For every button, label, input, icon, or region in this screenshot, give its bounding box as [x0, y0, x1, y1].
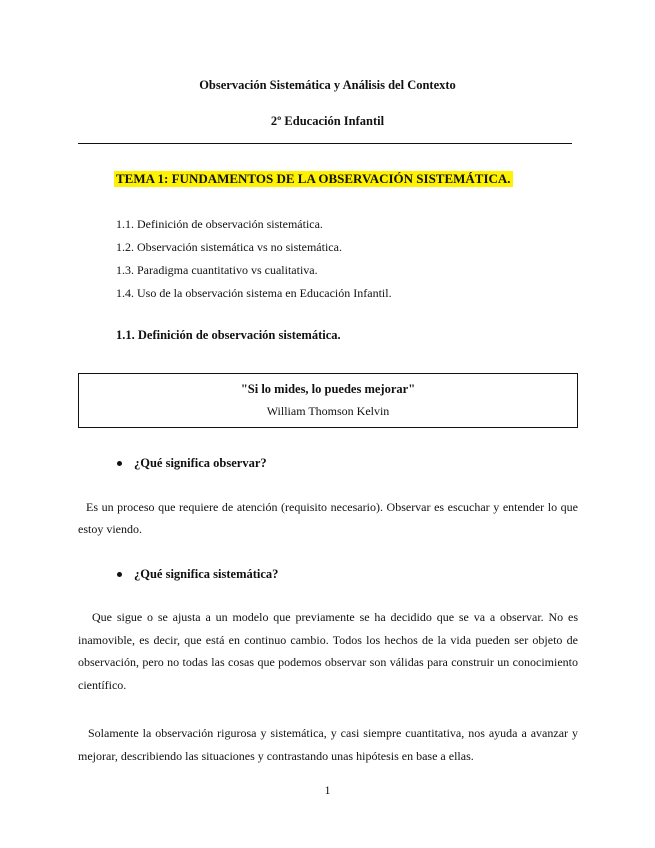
- paragraph: Solamente la observación rigurosa y sistemática, y casi siempre cuantitativa, nos ayuda a avanzar y mejorar, describiendo las situaciones y contrastando unas hipótesis en base a ellas.: [78, 726, 578, 763]
- bullet-question-sistematica: [117, 567, 278, 582]
- table-of-contents: [116, 216, 392, 308]
- quote-author: William Thomson Kelvin: [266, 404, 390, 418]
- toc-item: 1.1. Definición de observación sistemática.: [116, 217, 323, 231]
- topic-heading: TEMA 1: FUNDAMENTOS DE LA OBSERVACIÓN SISTEMÁTICA.: [116, 171, 511, 186]
- bullet-dot-icon: [117, 572, 122, 577]
- paragraph: Es un proceso que requiere de atención (requisito necesario). Observar es escuchar y entender lo que estoy viendo.: [78, 500, 578, 536]
- toc-item: 1.3. Paradigma cuantitativo vs cualitativa.: [116, 263, 318, 277]
- quote-text: "Si lo mides, lo puedes mejorar": [240, 382, 416, 396]
- toc-item: 1.2. Observación sistemática vs no sistemática.: [116, 240, 342, 254]
- paragraph: Que sigue o se ajusta a un modelo que previamente se ha decidido que se va a observar. No es inamovible, es decir, que está en continuo cambio. Todos los hechos de la vida pueden ser objeto de observación, pero no todas las cosas que podemos observar son válidas para construir un conocimiento científico.: [78, 610, 578, 692]
- header-divider: [78, 143, 572, 144]
- quote-box: [78, 373, 578, 428]
- bullet-dot-icon: [117, 461, 122, 466]
- toc-item: 1.4. Uso de la observación sistema en Educación Infantil.: [116, 286, 392, 300]
- document-title: Observación Sistemática y Análisis del Contexto: [199, 78, 456, 92]
- bullet-question-observar: [117, 456, 267, 471]
- document-subtitle: 2º Educación Infantil: [270, 114, 385, 128]
- section-heading: 1.1. Definición de observación sistemática.: [116, 328, 341, 342]
- bullet-text: ¿Qué significa observar?: [134, 456, 267, 470]
- bullet-text: ¿Qué significa sistemática?: [134, 567, 279, 581]
- page-number: 1: [324, 783, 331, 797]
